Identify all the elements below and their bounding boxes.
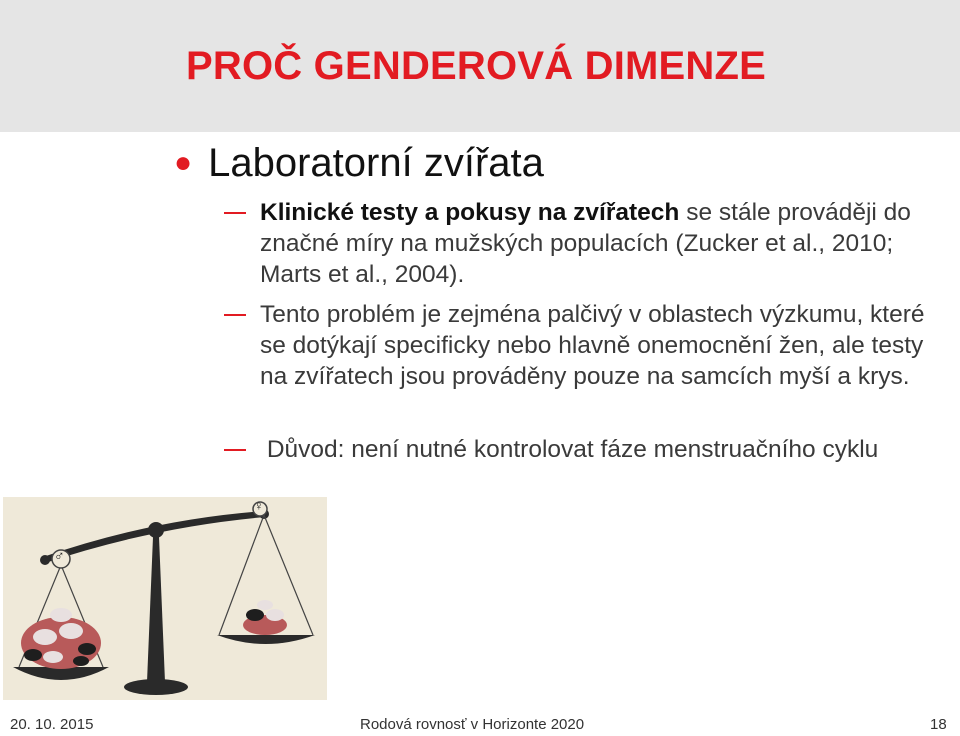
sub-item-2 <box>224 299 944 392</box>
dash-icon <box>224 212 246 214</box>
sub-item-3 <box>224 434 944 465</box>
sub-item-2-text: Tento problém je zejména palčivý v oblastech výzkumu, které se dotýkají specificky nebo hlavně onemocnění žen, ale testy na zvířatech jsou prováděny pouze na samcích myší a krys. <box>260 301 925 390</box>
female-symbol: ♀ <box>254 498 264 513</box>
sub-item-1-bold: Klinické testy a pokusy na zvířatech <box>260 199 680 226</box>
sub-item-1 <box>224 197 944 290</box>
bullet-dot-icon: ● <box>174 146 193 179</box>
dash-icon <box>224 314 246 316</box>
scale-illustration <box>3 497 327 700</box>
main-bullet-text: Laboratorní zvířata <box>208 141 544 185</box>
male-symbol: ♂ <box>54 547 65 563</box>
dash-icon <box>224 449 246 451</box>
footer-center-text: Rodová rovnosť v Horizonte 2020 <box>360 716 585 733</box>
sub-item-1-text: se stále prováději do značné míry na mužských populacích (Zucker et al., 2010; Marts et al., 2004). <box>260 199 911 288</box>
slide-header <box>0 0 960 132</box>
page-number: 18 <box>930 716 947 733</box>
slide-title: PROČ GENDEROVÁ DIMENZE <box>186 44 767 88</box>
footer-date: 20. 10. 2015 <box>10 716 94 733</box>
balance-scale-icon <box>3 497 327 700</box>
sub-item-3-text: Důvod: není nutné kontrolovat fáze menstruačního cyklu <box>260 436 879 463</box>
main-bullet <box>174 140 544 186</box>
